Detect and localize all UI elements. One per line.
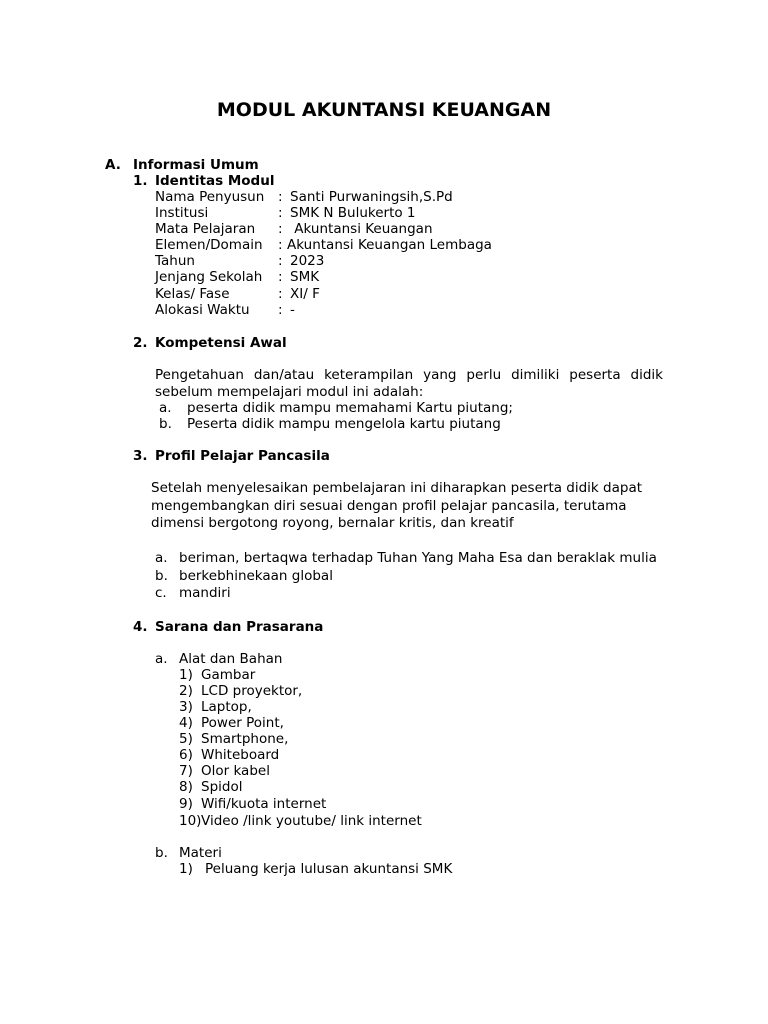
list-marker: 4) — [179, 715, 193, 731]
row-separator: : — [278, 302, 283, 318]
list-marker: a. — [155, 550, 168, 566]
materi-marker: b. — [155, 845, 168, 861]
row-separator: : — [278, 189, 283, 205]
row-separator: : — [278, 205, 283, 221]
list-item: mandiri — [179, 585, 231, 601]
row-value: XI/ F — [290, 286, 320, 302]
document-title: MODUL AKUNTANSI KEUANGAN — [216, 99, 552, 121]
row-label: Mata Pelajaran — [155, 221, 256, 237]
row-value: - — [290, 302, 295, 318]
row-label: Elemen/Domain — [155, 237, 263, 253]
row-label: Jenjang Sekolah — [155, 269, 263, 285]
list-item: Spidol — [201, 779, 243, 795]
section-a-heading: Informasi Umum — [133, 157, 259, 173]
kompetensi-intro: Pengetahuan dan/atau keterampilan yang perlu dimiliki peserta didik sebelum mempelajari modul ini adalah: — [155, 367, 663, 400]
row-separator: : — [278, 253, 283, 269]
list-item: peserta didik mampu memahami Kartu piutang; — [187, 400, 513, 416]
list-marker: 3) — [179, 699, 193, 715]
row-value: 2023 — [290, 253, 325, 269]
row-value: SMK N Bulukerto 1 — [290, 205, 416, 221]
list-marker: 1) — [179, 667, 193, 683]
alat-marker: a. — [155, 651, 168, 667]
list-marker: a. — [159, 400, 172, 416]
row-label: Tahun — [155, 253, 195, 269]
list-item: Whiteboard — [201, 747, 280, 763]
list-marker: c. — [155, 585, 167, 601]
list-item: Peluang kerja lulusan akuntansi SMK — [205, 861, 453, 877]
row-value: Akuntansi Keuangan — [290, 221, 433, 237]
sarana-number: 4. — [133, 619, 148, 635]
list-item: Video /link youtube/ link internet — [201, 813, 422, 829]
row-value: Akuntansi Keuangan Lembaga — [287, 237, 492, 253]
row-label: Kelas/ Fase — [155, 286, 230, 302]
list-item: LCD proyektor, — [201, 683, 303, 699]
profil-number: 3. — [133, 448, 148, 464]
list-marker: 1) — [179, 861, 193, 877]
row-value: SMK — [290, 269, 320, 285]
list-item: Power Point, — [201, 715, 284, 731]
list-marker: 7) — [179, 763, 193, 779]
list-item: Olor kabel — [201, 763, 270, 779]
row-label: Nama Penyusun — [155, 189, 265, 205]
list-marker: 5) — [179, 731, 193, 747]
identitas-number: 1. — [133, 173, 148, 189]
list-item: Wifi/kuota internet — [201, 796, 327, 812]
alat-heading: Alat dan Bahan — [179, 651, 283, 667]
list-marker: 2) — [179, 683, 193, 699]
profil-intro: Setelah menyelesaikan pembelajaran ini diharapkan peserta didik dapat mengembangkan diri sesuai dengan profil pelajar pancasila, terutama dimensi bergotong royong, bernalar kritis, dan kreatif — [151, 480, 643, 531]
kompetensi-number: 2. — [133, 335, 148, 351]
profil-heading: Profil Pelajar Pancasila — [155, 448, 330, 464]
materi-heading: Materi — [179, 845, 222, 861]
identitas-heading: Identitas Modul — [155, 173, 275, 189]
list-marker: 8) — [179, 779, 193, 795]
list-item: Smartphone, — [201, 731, 289, 747]
row-separator: : — [278, 269, 283, 285]
kompetensi-heading: Kompetensi Awal — [155, 335, 287, 351]
list-item: berkebhinekaan global — [179, 568, 333, 584]
list-item: beriman, bertaqwa terhadap Tuhan Yang Maha Esa dan beraklak mulia — [179, 550, 657, 566]
list-marker: b. — [155, 568, 168, 584]
list-item: Laptop, — [201, 699, 252, 715]
list-marker: b. — [159, 416, 172, 432]
row-separator: : — [278, 237, 283, 253]
row-separator: : — [278, 221, 283, 237]
row-label: Institusi — [155, 205, 209, 221]
row-separator: : — [278, 286, 283, 302]
list-item: Peserta didik mampu mengelola kartu piutang — [187, 416, 501, 432]
list-marker: 6) — [179, 747, 193, 763]
list-marker: 9) — [179, 796, 193, 812]
row-label: Alokasi Waktu — [155, 302, 250, 318]
sarana-heading: Sarana dan Prasarana — [155, 619, 324, 635]
section-a-letter: A. — [105, 157, 121, 173]
list-marker: 10) — [179, 813, 202, 829]
row-value: Santi Purwaningsih,S.Pd — [290, 189, 453, 205]
list-item: Gambar — [201, 667, 256, 683]
